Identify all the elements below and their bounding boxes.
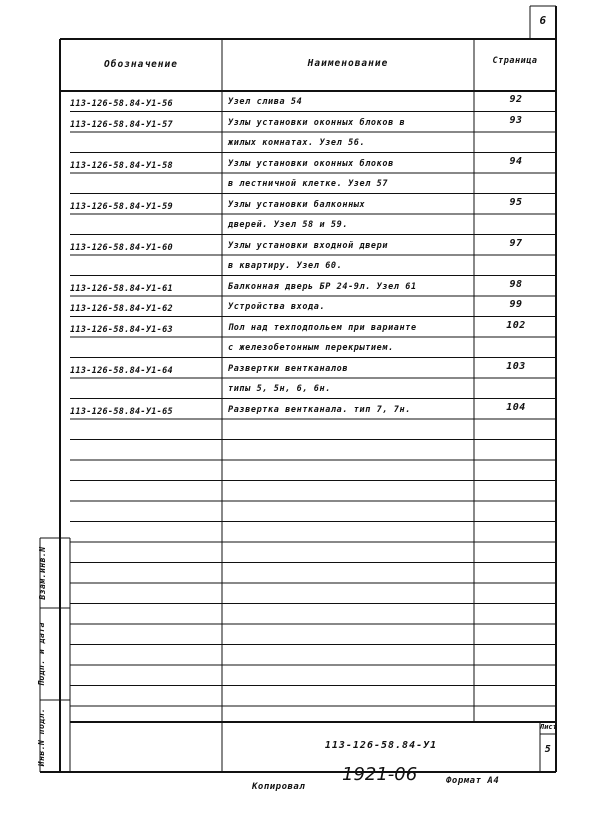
header-name: Наименование [307,58,389,69]
stamp-original-inventory: Инв.N подл. [37,707,46,767]
row-name-line: в квартиру. Узел 60. [228,261,343,271]
row-name-line: Узлы установки входной двери [228,240,389,251]
row-page: 102 [506,319,526,331]
row-name-line: дверей. Узел 58 и 59. [228,220,349,230]
row-name-line: Узел слива 54 [228,97,303,107]
document-code: 113-126-58.84-У1 [324,740,438,751]
stamp-signature-date: Подп. и дата [37,622,46,686]
row-name-line: Узлы установки балконных [228,199,366,210]
row-page: 97 [509,237,523,249]
row-name-line: с железобетонным перекрытием. [228,343,394,353]
row-designation: 113-126-58.84-У1-56 [70,99,173,109]
row-designation: 113-126-58.84-У1-59 [70,201,173,212]
sheet-number: 6 [539,14,547,27]
row-name-line: Пол над техподпольем при варианте [228,322,417,333]
row-name-line: жилых комнатах. Узел 56. [228,138,366,148]
header-designation: Обозначение [104,59,178,70]
row-designation: 113-126-58.84-У1-64 [70,365,173,376]
row-page: 98 [509,278,523,290]
row-designation: 113-126-58.84-У1-60 [70,242,173,253]
row-page: 104 [506,401,526,413]
row-name-line: Развертки вентканалов [228,363,349,374]
row-page: 92 [509,94,523,105]
sheet-value: 5 [544,744,552,755]
row-page: 95 [509,196,523,208]
sheet-label: Лист [540,723,557,731]
header-page: Страница [492,56,538,66]
stamp-replacement-inventory: Взам.инв.N [38,546,47,600]
row-page: 94 [509,155,523,167]
row-name-line: типы 5, 5н, 6, 6н. [228,384,331,394]
footer-copied: Копировал [252,782,306,792]
row-name-line: Развертка вентканала. тип 7, 7н. [228,404,411,415]
row-name-line: Узлы установки оконных блоков в [228,117,406,128]
row-page: 99 [509,299,523,310]
handwritten-number: 1921-06 [342,764,418,785]
row-designation: 113-126-58.84-У1-58 [70,160,173,171]
row-name-line: Балконная дверь БР 24-9л. Узел 61 [228,281,417,292]
row-name-line: Устройства входа. [228,302,326,312]
row-designation: 113-126-58.84-У1-63 [70,324,173,335]
row-designation: 113-126-58.84-У1-57 [70,119,173,130]
footer-format: Формат А4 [446,776,500,786]
row-name-line: в лестничной клетке. Узел 57 [228,179,389,189]
row-page: 103 [506,360,526,372]
row-designation: 113-126-58.84-У1-62 [70,304,173,314]
row-designation: 113-126-58.84-У1-65 [70,406,173,417]
row-name-line: Узлы установки оконных блоков [228,158,394,169]
row-page: 93 [509,114,523,126]
row-designation: 113-126-58.84-У1-61 [70,283,173,294]
